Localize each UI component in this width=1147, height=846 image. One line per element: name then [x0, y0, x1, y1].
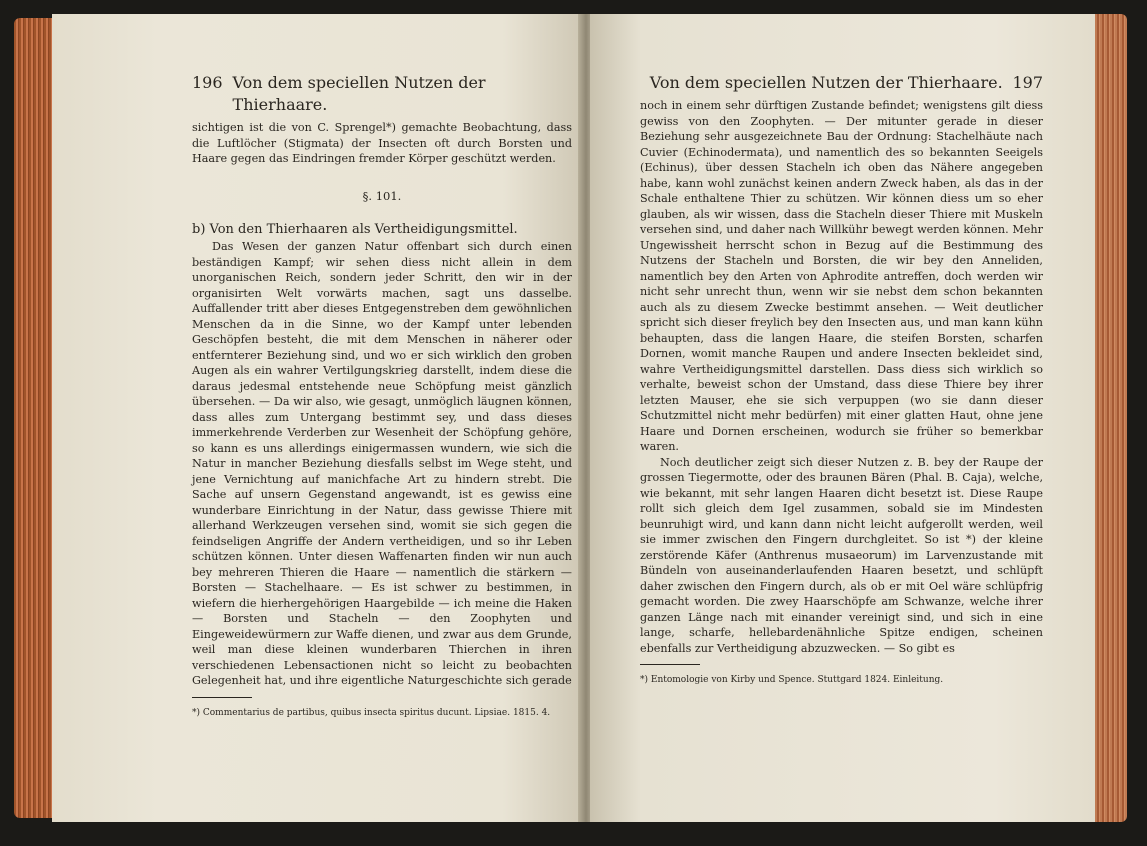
- right-page-number: 197: [1012, 73, 1043, 92]
- left-paragraph-2: Das Wesen der ganzen Natur offenbart sich durch einen beständigen Kampf; wir sehen diess nicht allein in dem unorganischen Reich, sondern jeder Schritt, den wir in der organisirten Welt vorwärts machen, sagt uns dasselbe. Auffallender tritt aber dieses Entgegenstreben dem gewöhnlichen Menschen da in die Sinne, wo der Kampf unter lebenden Geschöpfen besteht, die mit dem Menschen in näherer oder entfernterer Beziehung sind, und wo er sich wirklich den groben Augen als ein wahrer Vertilgungskrieg darstellt, indem diese die daraus jedesmal entstehende neue Schöpfung meist gänzlich übersehen. — Da wir also, wie gesagt, unmöglich läugnen können, dass alles zum Untergang bestimmt sey, und dass dieses immerkehrende Verderben zur Wesenheit der Schöpfung gehöre, so kann es uns allerdings einigermassen wundern, wie sich die Natur in mancher Beziehung diesfalls selbst im Wege steht, und jene Vernichtung auf manichfache Art zu hindern strebt. Die Sache auf unsern Gegenstand angewandt, ist es gewiss eine wunderbare Einrichtung in der Natur, dass gewisse Thiere mit allerhand Werkzeugen versehen sind, womit sie sich gegen die feindseligen Angriffe der Andern vertheidigen, und so ihr Leben schützen können. Unter diesen Waffenarten finden wir nun auch bey mehreren Thieren die Haare — namentlich die stärkern — Borsten — Stachelhaare. — Es ist schwer zu bestimmen, in wiefern die hierhergehörigen Haargebilde — ich meine die Haken — Borsten und Stacheln — den Zoophyten und Eingeweidewürmern zur Waffe dienen, und zwar aus dem Grunde, weil man diese kleinen wunderbaren Thierchen in ihren verschiedenen Lebensactionen nicht so leicht zu beobachten Gelegenheit hat, und ihre eigentliche Naturgeschichte sich gerade: [192, 240, 572, 687]
- left-running-head: Von dem speciellen Nutzen der Thierhaare.: [232, 73, 486, 114]
- left-page-number: 196: [192, 73, 223, 92]
- right-page: [590, 14, 1095, 822]
- left-running-header: [192, 72, 572, 116]
- right-paragraph-1: noch in einem sehr dürftigen Zustande befindet; wenigstens gilt diess gewiss von den Zoophyten. — Der mitunter gerade in dieser Beziehung sehr ausgezeichnete Bau der Ordnung: Stachelhäute nach Cuvier (Echinodermata), und namentlich des so bekannten Seeigels (Echinus), über dessen Stacheln ich oben das Nähere angegeben habe, kann wohl zunächst keinen andern Zweck haben, als das in der Schale enthaltene Thier zu schützen. Wir können diess um so eher glauben, als wir wissen, dass die Stacheln dieser Thiere mit Muskeln versehen sind, und daher nach Willkühr bewegt werden können. Mehr Ungewissheit herrscht schon in Bezug auf die Bestimmung des Nutzens der Stacheln und Borsten, die wir bey den Anneliden, namentlich bey den Arten von Aphrodite antreffen, doch werden wir nicht sehr unrecht thun, wenn wir sie nebst dem schon bekannten auch als zu diesem Zwecke bestimmt ansehen. — Weit deutlicher spricht sich dieser freylich bey den Insecten aus, und man kann kühn behaupten, dass die langen Haare, die steifen Borsten, scharfen Dornen, womit manche Raupen und andere Insecten bekleidet sind, wahre Vertheidigungsmittel darstellen. Dass diess sich wirklich so verhalte, beweist schon der Umstand, dass diese Thiere bey ihrer letzten Mauser, ehe sie sich verpuppen (wo sie dann dieser Schutzmittel nicht mehr bedürfen) mit einer glatten Haut, ohne jene Haare und Dornen erscheinen, wodurch sie früher so bemerkbar waren.: [640, 99, 1043, 453]
- right-footnote: *) Entomologie von Kirby und Spence. Stuttgard 1824. Einleitung.: [640, 675, 944, 685]
- right-running-head: Von dem speciellen Nutzen der Thierhaare.: [649, 73, 1003, 92]
- right-text-block: [640, 72, 1043, 695]
- left-text-block: [192, 72, 572, 728]
- right-paragraph-2: Noch deutlicher zeigt sich dieser Nutzen z. B. bey der Raupe der grossen Tiegermotte, oder des braunen Bären (Phal. B. Caja), welche, wie bekannt, mit sehr langen Haaren dicht besetzt ist. Diese Raupe rollt sich gleich dem Igel zusammen, sobald sie im Mindesten beunruhigt wird, und kann dann nicht leicht aufgerollt werden, weil sie immer zwischen den Fingern durchgleitet. So ist *) der kleine zerstörende Käfer (Anthrenus musaeorum) im Larvenzustande mit Bündeln von auseinanderlaufenden Haaren besetzt, und schlüpft daher zwischen den Fingern durch, als ob er mit Oel wäre schlüpfrig gemacht worden. Die zwey Haarschöpfe am Schwanze, welche ihrer ganzen Länge nach mit einander vereinigt sind, und sich in eine lange, scharfe, hellebardenähnliche Spitze endigen, scheinen ebenfalls zur Vertheidigung abzuzwecken. — So gibt es: [640, 455, 1043, 655]
- section-subheading: b) Von den Thierhaaren als Vertheidigungsmittel.: [192, 222, 518, 237]
- left-paragraph-1: sichtigen ist die von C. Sprengel*) gemachte Beobachtung, dass die Luftlöcher (Stigmata) der Insecten oft durch Borsten und Haare gegen das Eindringen fremder Körper geschützt werden.: [192, 121, 572, 165]
- section-number: §. 101.: [362, 188, 402, 203]
- footnote-rule-right: [640, 664, 700, 665]
- left-page: [52, 14, 582, 822]
- left-footnote: *) Commentarius de partibus, quibus insecta spiritus ducunt. Lipsiae. 1815. 4.: [192, 707, 551, 718]
- footnote-rule: [192, 697, 252, 698]
- right-running-header: [640, 72, 1043, 94]
